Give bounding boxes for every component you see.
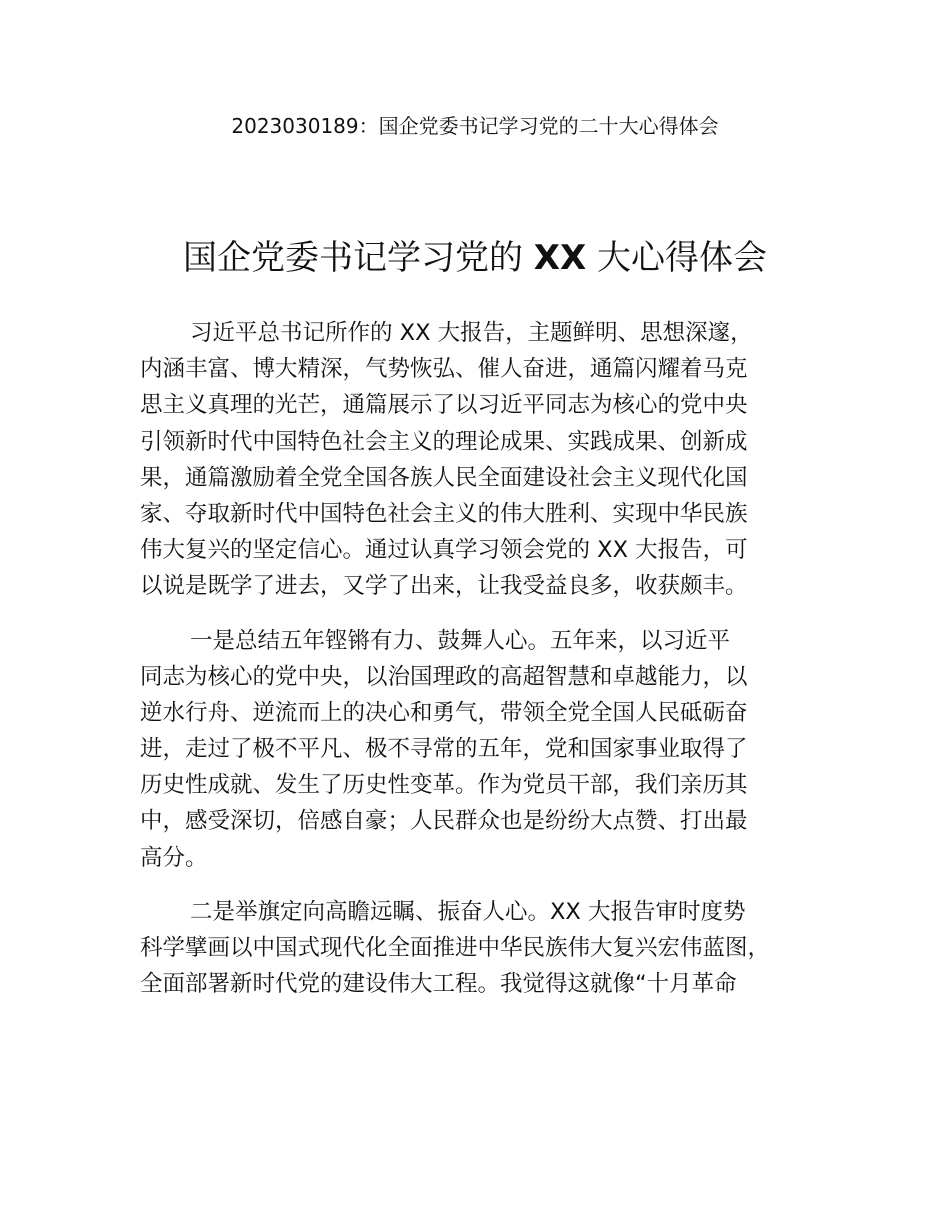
paragraph-line: 科学擘画以中国式现代化全面推进中华民族伟大复兴宏伟蓝图，: [140, 935, 771, 961]
paragraph-line: 以说是既学了进去，又学了出来，让我受益良多，收获颇丰。: [140, 573, 748, 600]
paragraph-1: [140, 315, 840, 605]
paragraph-line: 历史性成就、发生了历史性变革。作为党员干部，我们亲历其: [140, 772, 748, 799]
title-text-pre: 国企党委书记学习党的: [182, 238, 534, 278]
paragraph-line: 高分。: [140, 844, 208, 871]
paragraph-line: 家、夺取新时代中国特色社会主义的伟大胜利、实现中华民族: [140, 500, 748, 527]
paragraph-line: 中，感受深切，倍感自豪；人民群众也是纷纷大点赞、打出最: [140, 808, 748, 835]
paragraph-line: 内涵丰富、博大精深，气势恢弘、催人奋进，通篇闪耀着马克: [140, 356, 748, 383]
paragraph-line: 进，走过了极不平凡、极不寻常的五年，党和国家事业取得了: [140, 736, 748, 763]
paragraph-line: 同志为核心的党中央，以治国理政的高超智慧和卓越能力，以: [140, 663, 748, 690]
document-body: [140, 315, 840, 1020]
paragraph-line: 习近平总书记所作的 XX 大报告，主题鲜明、思想深邃，: [190, 320, 753, 346]
paragraph-line: 伟大复兴的坚定信心。通过认真学习领会党的 XX 大报告，可: [140, 537, 748, 564]
paragraph-line: 思主义真理的光芒，通篇展示了以习近平同志为核心的党中央: [140, 392, 748, 419]
title-text-bold: XX: [533, 238, 587, 278]
paragraph-line: 逆水行舟、逆流而上的决心和勇气，带领全党全国人民砥砺奋: [140, 699, 748, 726]
paragraph-line: 果，通篇激励着全党全国各族人民全面建设社会主义现代化国: [140, 464, 748, 491]
paragraph-line: 一是总结五年铿锵有力、鼓舞人心。五年来，以习近平: [190, 627, 731, 654]
paragraph-line: 引领新时代中国特色社会主义的理论成果、实践成果、创新成: [140, 428, 748, 455]
paragraph-2: [140, 623, 840, 876]
paragraph-line: 二是举旗定向高瞻远瞩、振奋人心。XX 大报告审时度势: [190, 898, 746, 925]
paragraph-line: 全面部署新时代党的建设伟大工程。我觉得这就像“十月革命: [140, 971, 737, 998]
paragraph-3: [140, 894, 840, 1003]
document-header: 2023030189：国企党委书记学习党的二十大心得体会: [231, 114, 719, 138]
document-title: [0, 234, 950, 282]
title-text-post: 大心得体会: [586, 238, 768, 278]
